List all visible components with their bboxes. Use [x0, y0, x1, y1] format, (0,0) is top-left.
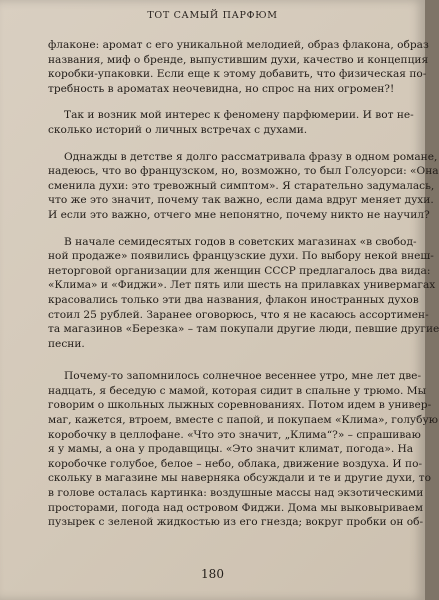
- text-line: я у мамы, а она у продавщицы. «Это значит климат, погода». На: [48, 443, 414, 456]
- text-line: красовались только эти два названия, флакон иностранных духов: [48, 293, 419, 306]
- running-header: ТОТ САМЫЙ ПАРФЮМ: [147, 10, 278, 21]
- paragraph-4: [48, 235, 439, 352]
- paragraph-5: [48, 369, 438, 530]
- text-line: В начале семидесятых годов в советских магазинах «в свобод-: [64, 235, 417, 248]
- text-line: надеюсь, что во французском, но, возможно, то был Голсуорси: «Она: [48, 165, 439, 178]
- text-line: скольку в магазине мы наверняка обсуждали и те и другие духи, то: [48, 472, 431, 485]
- text-line: стоил 25 рублей. Заранее оговорюсь, что я не касаюсь ассортимен-: [48, 308, 429, 321]
- text-line: названия, миф о бренде, выпустившим духи, качество и концепция: [48, 53, 429, 66]
- text-line: та магазинов «Березка» – там покупали другие люди, певшие другие: [48, 323, 439, 336]
- text-line: сколько историй о личных встречах с духами.: [48, 123, 308, 136]
- text-line: требность в ароматах неочевидна, но спрос на них огромен?!: [48, 82, 395, 95]
- text-line: маг, кажется, втроем, вместе с папой, и покупаем «Клима», голубую: [48, 414, 438, 427]
- text-line: говорим о школьных лыжных соревнованиях. Потом идем в универ-: [48, 399, 432, 412]
- text-line: надцать, я беседую с мамой, которая сидит в спальне у трюмо. Мы: [48, 384, 427, 397]
- text-line: коробочке голубое, белое – небо, облака, движение воздуха. И по-: [48, 457, 423, 470]
- body-text: [48, 38, 439, 530]
- text-line: ной продаже» появились французские духи. По выбору некой внеш-: [48, 250, 434, 263]
- text-line: песни.: [48, 337, 85, 350]
- page-number: 180: [201, 567, 224, 581]
- text-line: просторами, погода над островом Фиджи. Дома мы выковыриваем: [48, 501, 423, 514]
- text-line: «Клима» и «Фиджи». Лет пять или шесть на прилавках универмагах: [48, 279, 436, 292]
- text-line: коробки-упаковки. Если еще к этому добавить, что физическая по-: [48, 68, 427, 81]
- text-line: коробочку в целлофане. «Что это значит, „Клима“?» – спрашиваю: [48, 428, 421, 441]
- paragraph-3: [48, 150, 439, 223]
- text-line: Почему-то запомнилось солнечное весеннее утро, мне лет две-: [64, 370, 422, 383]
- text-line: что же это значит, почему так важно, если дама вдруг меняет духи.: [48, 194, 434, 207]
- text-line: И если это важно, отчего мне непонятно, почему никто не научил?: [48, 208, 430, 221]
- text-line: Однажды в детстве я долго рассматривала фразу в одном романе,: [64, 150, 438, 163]
- text-line: сменила духи: это тревожный симптом». Я старательно задумалась,: [48, 179, 435, 192]
- text-line: флаконе: аромат с его уникальной мелодией, образ флакона, образ: [48, 39, 429, 51]
- text-line: Так и возник мой интерес к феномену парфюмерии. И вот не-: [64, 109, 414, 122]
- paragraph-2: [48, 108, 414, 137]
- paragraph-1: [48, 38, 429, 96]
- text-line: неторговой организации для женщин СССР предлагалось два вида:: [48, 264, 431, 277]
- text-line: пузырек с зеленой жидкостью из его гнезда; вокруг пробки он об-: [48, 516, 424, 529]
- text-line: в голове осталась картинка: воздушные массы над экзотическими: [48, 487, 424, 500]
